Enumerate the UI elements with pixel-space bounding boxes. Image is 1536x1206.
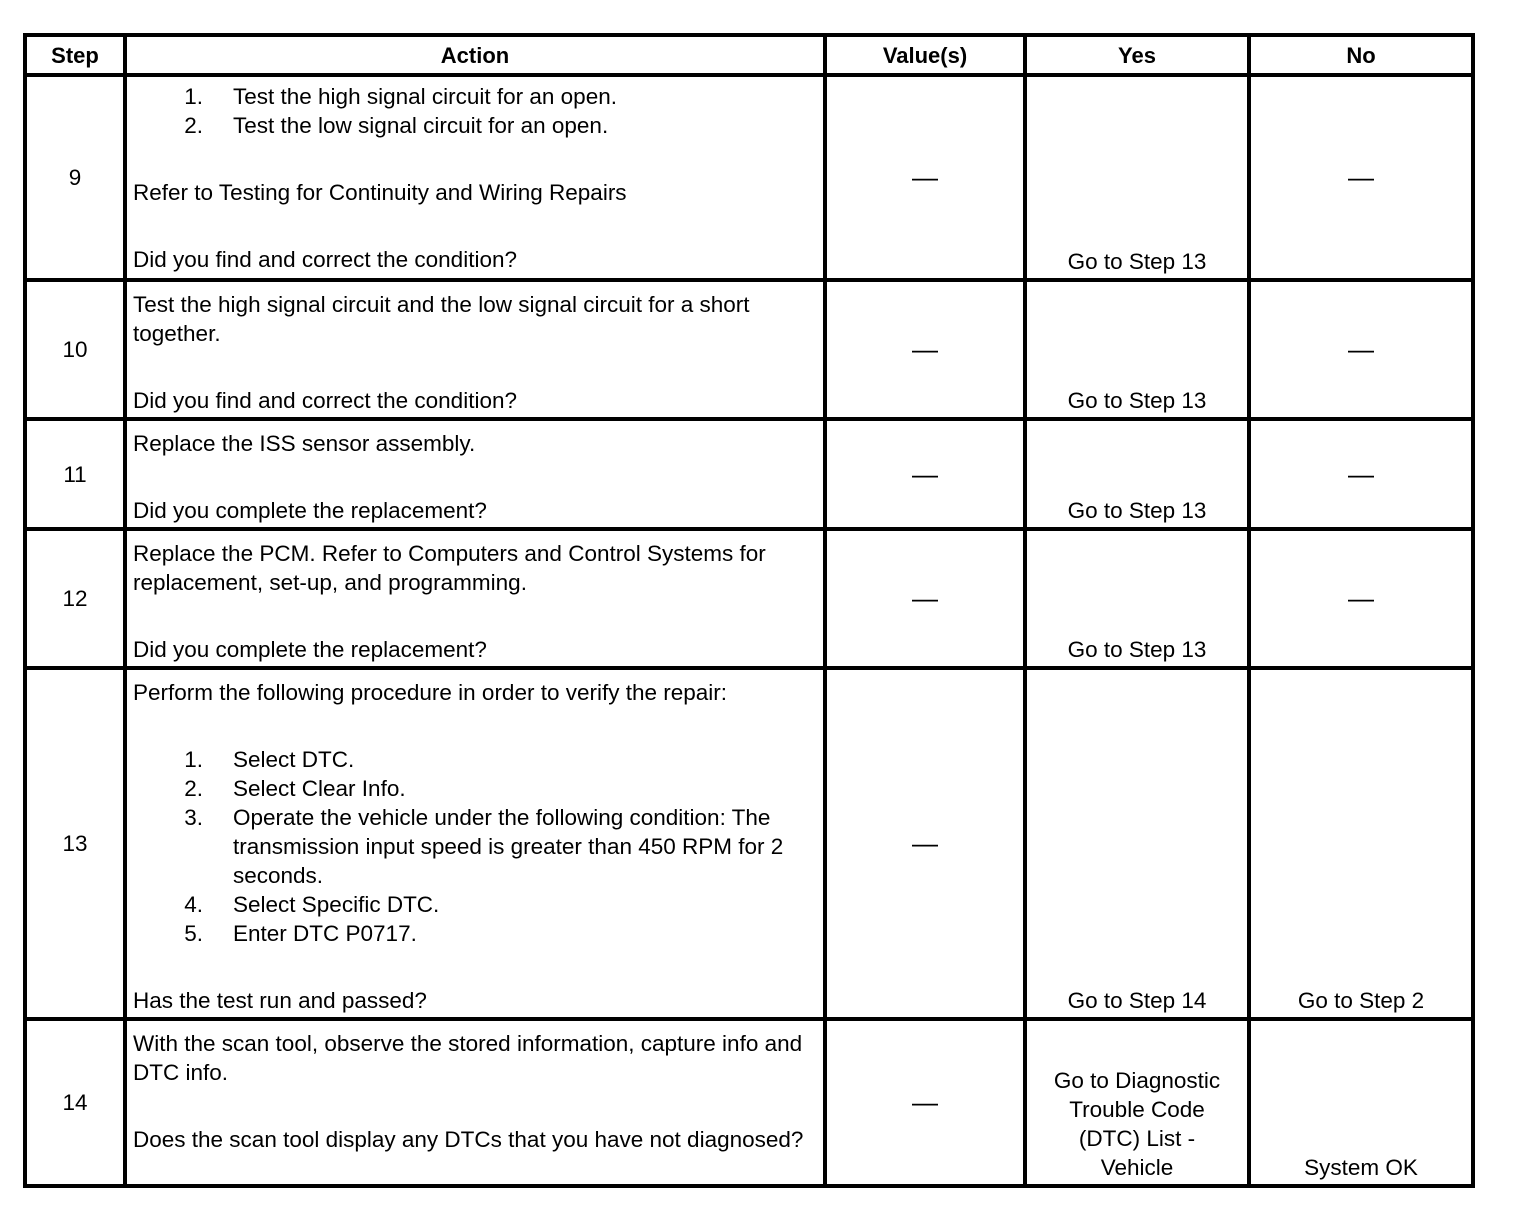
table-row-step-13: [25, 668, 1473, 1019]
list-item-number: 3.: [184, 805, 203, 830]
action-cell: [125, 280, 825, 419]
table-row-step-12: [25, 529, 1473, 668]
step-number: 13: [25, 668, 125, 1019]
list-item-text: Test the high signal circuit for an open.: [233, 84, 617, 109]
yes-cell: Go to Step 14: [1025, 668, 1249, 1019]
action-cell: [125, 1019, 825, 1186]
step-number: 14: [25, 1019, 125, 1186]
value-cell: —: [825, 419, 1025, 529]
list-item-number: 5.: [184, 921, 203, 946]
no-cell: System OK: [1249, 1019, 1473, 1186]
yes-cell: Go to Step 13: [1025, 529, 1249, 668]
list-item-number: 1.: [184, 747, 203, 772]
list-item-text: Test the low signal circuit for an open.: [233, 113, 609, 138]
action-text: Replace the ISS sensor assembly.: [133, 431, 476, 456]
step-number: 9: [25, 75, 125, 280]
list-item: [133, 745, 819, 774]
refer-link-text: Refer to Testing for Continuity and Wiring Repairs: [133, 180, 627, 205]
yes-cell: Go to Step 13: [1025, 419, 1249, 529]
action-text: Replace the PCM. Refer to Computers and Control Systems for replacement, set-up, and programming.: [133, 541, 766, 595]
step-number: 10: [25, 280, 125, 419]
header-action: Action: [125, 35, 825, 75]
list-item-text: Select DTC.: [233, 747, 355, 772]
list-item: [133, 774, 819, 803]
question-text: Has the test run and passed?: [133, 988, 427, 1013]
header-no: No: [1249, 35, 1473, 75]
table-row-step-9: [25, 75, 1473, 280]
yes-cell: Go to Step 13: [1025, 280, 1249, 419]
diagnostic-table: [23, 33, 1475, 1188]
no-cell: Go to Step 2: [1249, 668, 1473, 1019]
table-row-step-11: [25, 419, 1473, 529]
action-text: Perform the following procedure in order to verify the repair:: [133, 680, 728, 705]
list-item: [133, 890, 819, 919]
list-item-number: 2.: [184, 113, 203, 138]
value-cell: —: [825, 75, 1025, 280]
list-item-text: Select Clear Info.: [233, 776, 406, 801]
list-item-number: 1.: [184, 84, 203, 109]
table-row-step-14: [25, 1019, 1473, 1186]
step-number: 12: [25, 529, 125, 668]
action-text: Test the high signal circuit and the low signal circuit for a short together.: [133, 292, 750, 346]
value-cell: —: [825, 1019, 1025, 1186]
value-cell: —: [825, 280, 1025, 419]
header-row: [25, 35, 1473, 75]
question-text: Did you find and correct the condition?: [133, 247, 517, 272]
table-row-step-10: [25, 280, 1473, 419]
list-item-text: Select Specific DTC.: [233, 892, 440, 917]
action-cell: [125, 529, 825, 668]
no-cell: —: [1249, 75, 1473, 280]
no-cell: —: [1249, 419, 1473, 529]
no-cell: —: [1249, 529, 1473, 668]
question-text: Did you complete the replacement?: [133, 498, 487, 523]
value-cell: —: [825, 668, 1025, 1019]
list-item-text: Enter DTC P0717.: [233, 921, 417, 946]
header-yes: Yes: [1025, 35, 1249, 75]
action-text: With the scan tool, observe the stored information, capture info and DTC info.: [133, 1031, 803, 1085]
list-item: [133, 803, 819, 890]
list-item: [133, 82, 819, 111]
yes-cell: Go to Step 13: [1025, 75, 1249, 280]
list-item: [133, 111, 819, 140]
value-cell: —: [825, 529, 1025, 668]
procedure-list: [133, 82, 819, 140]
list-item-text: Operate the vehicle under the following condition: The transmission input speed is greater than 450 RPM for 2 seconds.: [233, 805, 784, 888]
action-cell: [125, 419, 825, 529]
step-number: 11: [25, 419, 125, 529]
question-text: Did you complete the replacement?: [133, 637, 487, 662]
list-item-number: 2.: [184, 776, 203, 801]
question-text: Did you find and correct the condition?: [133, 388, 517, 413]
no-cell: —: [1249, 280, 1473, 419]
header-values: Value(s): [825, 35, 1025, 75]
action-cell: [125, 668, 825, 1019]
yes-cell: Go to Diagnostic Trouble Code (DTC) List - Vehicle: [1025, 1019, 1249, 1186]
list-item: [133, 919, 819, 948]
header-step: Step: [25, 35, 125, 75]
question-text: Does the scan tool display any DTCs that you have not diagnosed?: [133, 1127, 804, 1152]
list-item-number: 4.: [184, 892, 203, 917]
procedure-list: [133, 745, 819, 948]
action-cell: [125, 75, 825, 280]
